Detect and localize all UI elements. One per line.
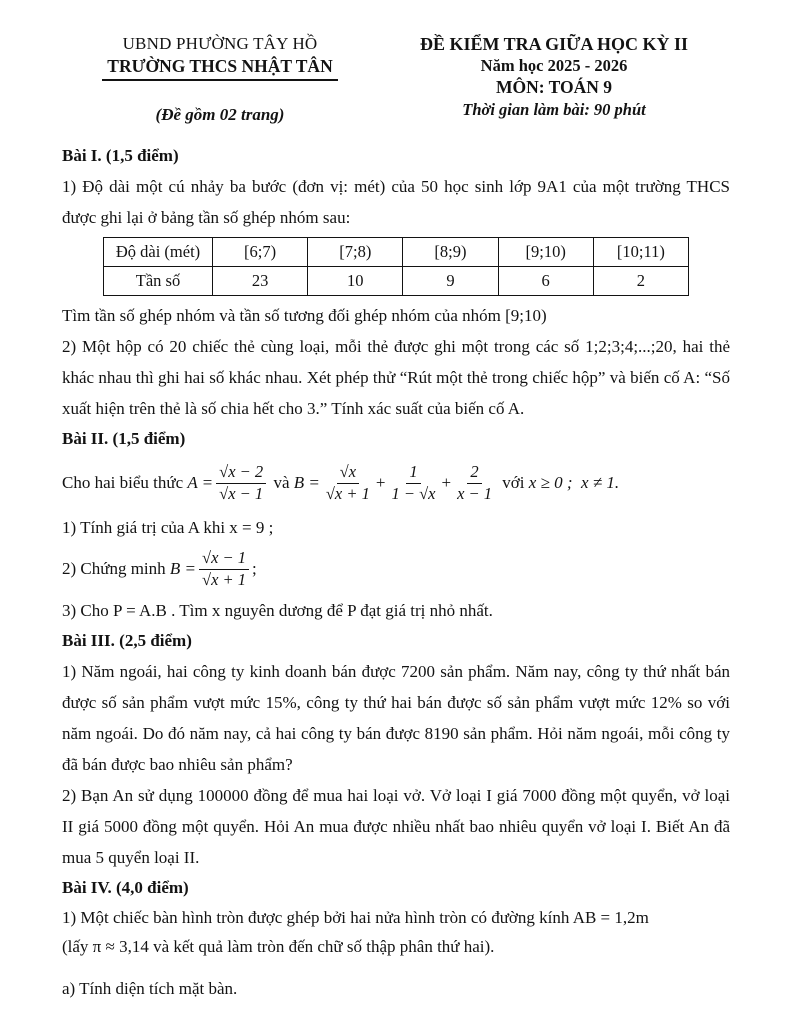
table-cell: Tần số	[104, 267, 213, 296]
fraction-denominator: √x − 1	[219, 483, 264, 503]
section4-item1-line1: 1) Một chiếc bàn hình tròn được ghép bởi hai nửa hình tròn có đường kính AB = 1,2m	[62, 908, 649, 927]
expression-b-label: B =	[293, 472, 320, 492]
exam-duration: Thời gian làm bài: 90 phút	[462, 100, 646, 119]
table-cell: 23	[213, 267, 308, 296]
section2-item1: 1) Tính giá trị của A khi x = 9 ;	[62, 518, 274, 537]
section1-item1: 1) Độ dài một cú nhảy ba bước (đơn vị: mét) của 50 học sinh lớp 9A1 của một trường THCS được ghi lại ở bảng tần số ghép nhóm sau:	[62, 177, 730, 227]
section1-item2: 2) Một hộp có 20 chiếc thẻ cùng loại, mỗi thẻ được ghi một trong các số 1;2;3;4;...;20, hai thẻ khác nhau thì ghi hai số khác nhau. Xét phép thử “Rút một thẻ trong chiếc hộp” và biến cố A: “Số xuất hiện trên thẻ là số chia hết cho 3.” Tính xác suất của biến cố A.	[62, 337, 730, 418]
header-right-block	[378, 34, 730, 125]
section1-heading: Bài I. (1,5 điểm)	[62, 146, 179, 165]
table-header-cell: Độ dài (mét)	[104, 238, 213, 267]
fraction-numerator: √x − 2	[216, 463, 266, 483]
table-header-cell: [6;7)	[213, 238, 308, 267]
intro-prefix: Cho hai biểu thức	[62, 472, 188, 492]
table-cell: 6	[498, 267, 593, 296]
header-left-block	[62, 34, 378, 125]
plus-operator: +	[441, 472, 452, 492]
condition-text: x ≥ 0 ; x ≠ 1.	[528, 472, 620, 492]
subject-name: MÔN: TOÁN 9	[495, 77, 613, 97]
expression-b-label: B =	[169, 558, 197, 578]
section2-item3: 3) Cho P = A.B . Tìm x nguyên dương để P đạt giá trị nhỏ nhất.	[62, 601, 493, 620]
section2-heading: Bài II. (1,5 điểm)	[62, 429, 186, 448]
table-header-cell: [8;9)	[403, 238, 498, 267]
fraction-b3	[454, 463, 495, 503]
fraction-b2	[388, 463, 438, 503]
exam-body	[62, 141, 730, 1003]
exam-title: ĐỀ KIỂM TRA GIỮA HỌC KỲ II	[419, 34, 689, 54]
plus-operator: +	[375, 472, 386, 492]
section3-heading: Bài III. (2,5 điểm)	[62, 631, 192, 650]
table-header-cell: [9;10)	[498, 238, 593, 267]
section4-heading: Bài IV. (4,0 điểm)	[62, 878, 189, 897]
section2-intro-formula	[62, 454, 730, 512]
fraction-numerator: 1	[406, 463, 420, 483]
fraction-numerator: √x	[337, 463, 359, 483]
frequency-table	[103, 237, 689, 296]
fraction-denominator: √x + 1	[202, 569, 247, 589]
fraction-b-simplified	[199, 549, 249, 589]
fraction-numerator: √x − 1	[199, 549, 249, 569]
pages-note: (Đề gồm 02 trang)	[155, 105, 285, 124]
fraction-numerator: 2	[467, 463, 481, 483]
table-cell: 9	[403, 267, 498, 296]
fraction-b1	[323, 463, 373, 503]
and-text: và	[269, 472, 294, 492]
fraction-denominator: 1 − √x	[391, 483, 436, 503]
fraction-denominator: x − 1	[457, 483, 493, 503]
section3-item2: 2) Bạn An sử dụng 100000 đồng để mua hai loại vở. Vở loại I giá 7000 đồng một quyển, vở loại II giá 5000 đồng một quyển. Hỏi An mua được nhiều nhất bao nhiêu quyển vở loại I. Biết An đã mua 5 quyển loại II.	[62, 786, 730, 867]
organization-name: UBND PHƯỜNG TÂY HỒ	[122, 34, 318, 53]
section4-item1a: a) Tính diện tích mặt bàn.	[62, 979, 238, 998]
fraction-a	[216, 463, 266, 503]
table-row	[104, 238, 689, 267]
expression-a-label: A =	[187, 472, 214, 492]
section1-find-line: Tìm tần số ghép nhóm và tần số tương đối ghép nhóm của nhóm [9;10)	[62, 306, 547, 325]
table-header-cell: [10;11)	[593, 238, 688, 267]
section4-item1-line2: (lấy π ≈ 3,14 và kết quả làm tròn đến chữ số thập phân thứ hai).	[62, 937, 495, 956]
table-cell: 10	[308, 267, 403, 296]
with-text: với	[498, 472, 529, 492]
table-row	[104, 267, 689, 296]
school-year: Năm học 2025 - 2026	[480, 56, 628, 75]
school-name: TRƯỜNG THCS NHẬT TÂN	[102, 55, 337, 81]
section2-item2-formula	[62, 543, 730, 595]
item2-prefix: 2) Chứng minh	[62, 558, 170, 578]
section3-item1: 1) Năm ngoái, hai công ty kinh doanh bán được 7200 sản phẩm. Năm nay, công ty thứ nhất bán được số sản phẩm vượt mức 15%, công ty thứ hai bán được số sản phẩm vượt mức 12% so với năm ngoái. Do đó năm nay, cả hai công ty bán được 8190 sản phẩm. Hỏi năm ngoái, mỗi công ty đã bán được bao nhiêu sản phẩm?	[62, 662, 730, 774]
page-header	[62, 34, 730, 125]
table-cell: 2	[593, 267, 688, 296]
table-header-cell: [7;8)	[308, 238, 403, 267]
fraction-denominator: √x + 1	[325, 483, 370, 503]
item2-suffix: ;	[252, 558, 257, 578]
